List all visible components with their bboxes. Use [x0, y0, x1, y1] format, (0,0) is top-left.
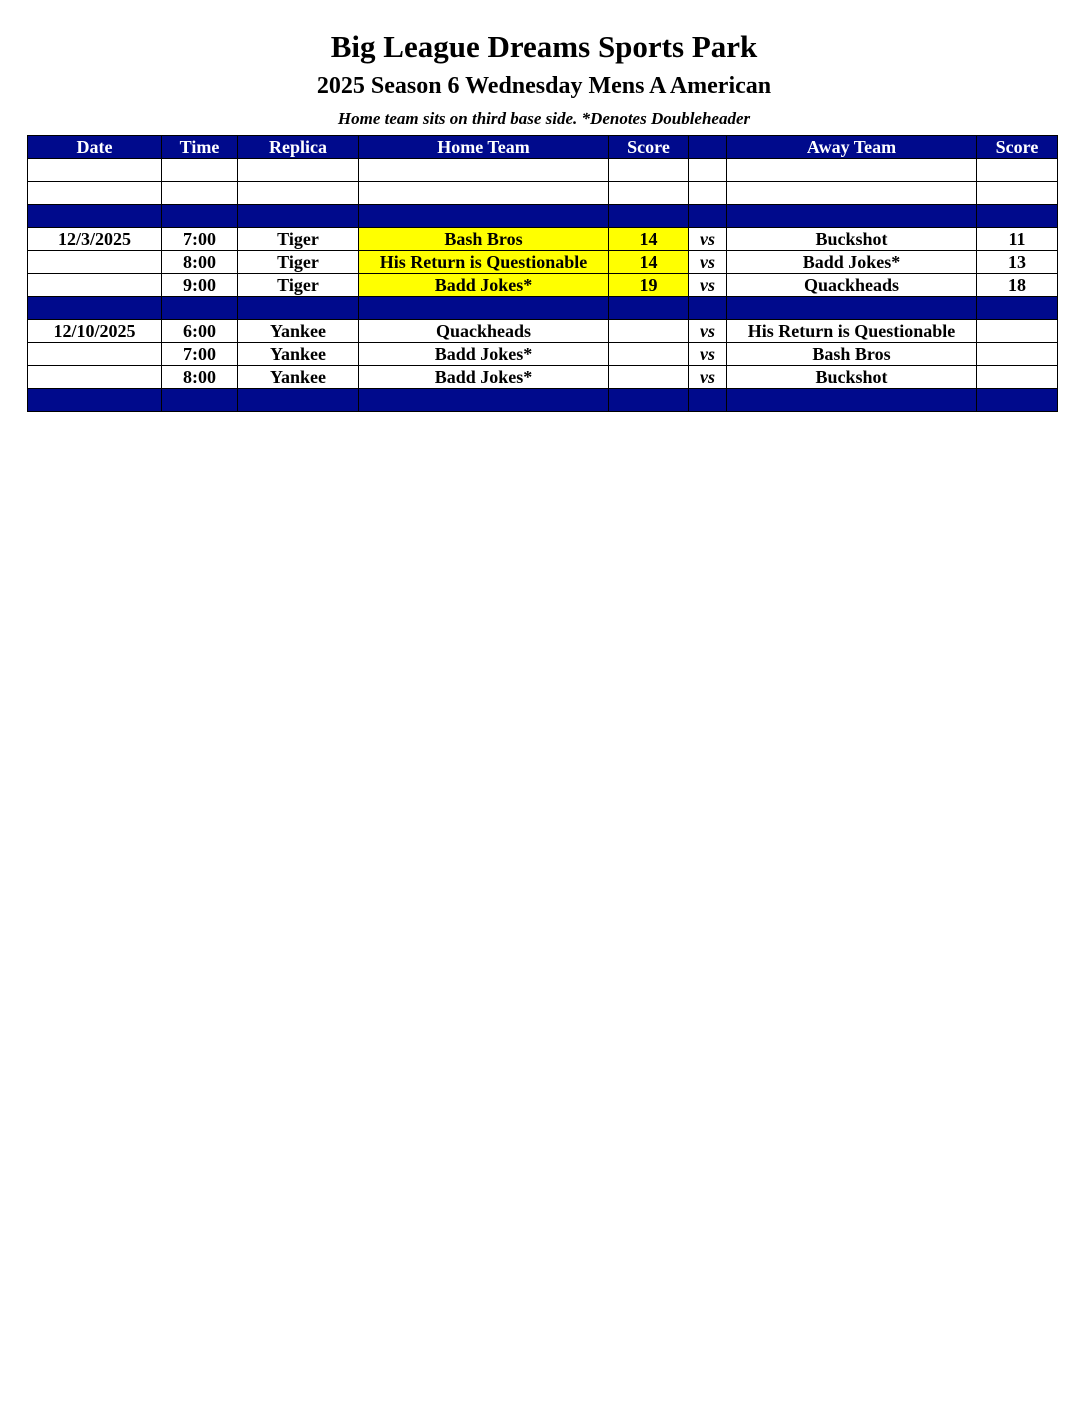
cell-home-team [359, 205, 609, 228]
cell-vs: vs [689, 320, 727, 343]
cell-date [28, 205, 162, 228]
cell-home-score [609, 182, 689, 205]
cell-away-team [727, 297, 977, 320]
cell-away-team [727, 389, 977, 412]
cell-vs: vs [689, 274, 727, 297]
cell-home-team: Badd Jokes* [359, 274, 609, 297]
cell-replica: Yankee [238, 366, 359, 389]
cell-home-team [359, 389, 609, 412]
cell-time: 9:00 [162, 274, 238, 297]
cell-date [28, 343, 162, 366]
cell-replica [238, 182, 359, 205]
cell-time [162, 182, 238, 205]
game-row [28, 320, 1058, 343]
cell-home-team [359, 182, 609, 205]
page-note: Home team sits on third base side. *Denotes Doubleheader [337, 109, 751, 128]
cell-away-team: His Return is Questionable [727, 320, 977, 343]
cell-home-score [609, 320, 689, 343]
cell-replica: Tiger [238, 228, 359, 251]
cell-away-score [977, 182, 1058, 205]
blank-row [28, 159, 1058, 182]
header-away-score: Score [977, 136, 1058, 159]
cell-date [28, 366, 162, 389]
table-header-row [28, 136, 1058, 159]
header-home-team: Home Team [359, 136, 609, 159]
cell-home-team [359, 297, 609, 320]
cell-home-score [609, 389, 689, 412]
cell-time [162, 205, 238, 228]
cell-time: 7:00 [162, 228, 238, 251]
cell-vs [689, 159, 727, 182]
cell-date [28, 251, 162, 274]
game-row [28, 228, 1058, 251]
header-time: Time [162, 136, 238, 159]
cell-replica [238, 389, 359, 412]
cell-time: 7:00 [162, 343, 238, 366]
cell-home-score [609, 159, 689, 182]
cell-time [162, 389, 238, 412]
cell-replica: Yankee [238, 343, 359, 366]
cell-away-team: Quackheads [727, 274, 977, 297]
cell-home-score: 14 [609, 251, 689, 274]
blank-row [28, 182, 1058, 205]
cell-vs [689, 297, 727, 320]
cell-replica: Tiger [238, 274, 359, 297]
cell-replica [238, 297, 359, 320]
cell-time: 6:00 [162, 320, 238, 343]
cell-vs: vs [689, 343, 727, 366]
cell-home-team: Badd Jokes* [359, 366, 609, 389]
cell-replica: Tiger [238, 251, 359, 274]
cell-home-team: His Return is Questionable [359, 251, 609, 274]
separator-row [28, 389, 1058, 412]
cell-home-score [609, 366, 689, 389]
game-row [28, 366, 1058, 389]
cell-date [28, 182, 162, 205]
cell-away-score [977, 343, 1058, 366]
cell-time: 8:00 [162, 366, 238, 389]
cell-away-score: 11 [977, 228, 1058, 251]
cell-home-score [609, 205, 689, 228]
cell-away-score [977, 366, 1058, 389]
cell-home-team [359, 159, 609, 182]
cell-vs [689, 205, 727, 228]
cell-time [162, 297, 238, 320]
cell-home-score: 14 [609, 228, 689, 251]
cell-home-score [609, 343, 689, 366]
game-row [28, 251, 1058, 274]
page-title: Big League Dreams Sports Park [330, 29, 758, 64]
cell-date [28, 297, 162, 320]
game-row [28, 274, 1058, 297]
cell-away-score [977, 205, 1058, 228]
cell-away-score: 13 [977, 251, 1058, 274]
header-vs [689, 136, 727, 159]
cell-vs [689, 182, 727, 205]
cell-away-team: Buckshot [727, 228, 977, 251]
separator-row [28, 205, 1058, 228]
header-away-team: Away Team [727, 136, 977, 159]
cell-away-team [727, 182, 977, 205]
cell-away-score [977, 159, 1058, 182]
game-row [28, 343, 1058, 366]
cell-time: 8:00 [162, 251, 238, 274]
cell-date [28, 159, 162, 182]
cell-date: 12/3/2025 [28, 228, 162, 251]
header-date: Date [28, 136, 162, 159]
schedule-table [27, 135, 1058, 412]
cell-away-score [977, 297, 1058, 320]
cell-home-score [609, 297, 689, 320]
separator-row [28, 297, 1058, 320]
cell-away-team [727, 205, 977, 228]
cell-date: 12/10/2025 [28, 320, 162, 343]
cell-vs: vs [689, 251, 727, 274]
cell-replica [238, 159, 359, 182]
cell-away-team: Bash Bros [727, 343, 977, 366]
page-subtitle: 2025 Season 6 Wednesday Mens A American [316, 73, 772, 99]
cell-away-score [977, 320, 1058, 343]
cell-away-team [727, 159, 977, 182]
cell-home-team: Bash Bros [359, 228, 609, 251]
cell-away-score [977, 389, 1058, 412]
cell-away-score: 18 [977, 274, 1058, 297]
cell-away-team: Badd Jokes* [727, 251, 977, 274]
header-replica: Replica [238, 136, 359, 159]
cell-date [28, 274, 162, 297]
cell-vs: vs [689, 228, 727, 251]
cell-vs: vs [689, 366, 727, 389]
header-home-score: Score [609, 136, 689, 159]
cell-home-score: 19 [609, 274, 689, 297]
cell-away-team: Buckshot [727, 366, 977, 389]
cell-home-team: Badd Jokes* [359, 343, 609, 366]
cell-home-team: Quackheads [359, 320, 609, 343]
cell-vs [689, 389, 727, 412]
cell-replica [238, 205, 359, 228]
cell-replica: Yankee [238, 320, 359, 343]
cell-date [28, 389, 162, 412]
schedule-body [28, 159, 1058, 412]
cell-time [162, 159, 238, 182]
